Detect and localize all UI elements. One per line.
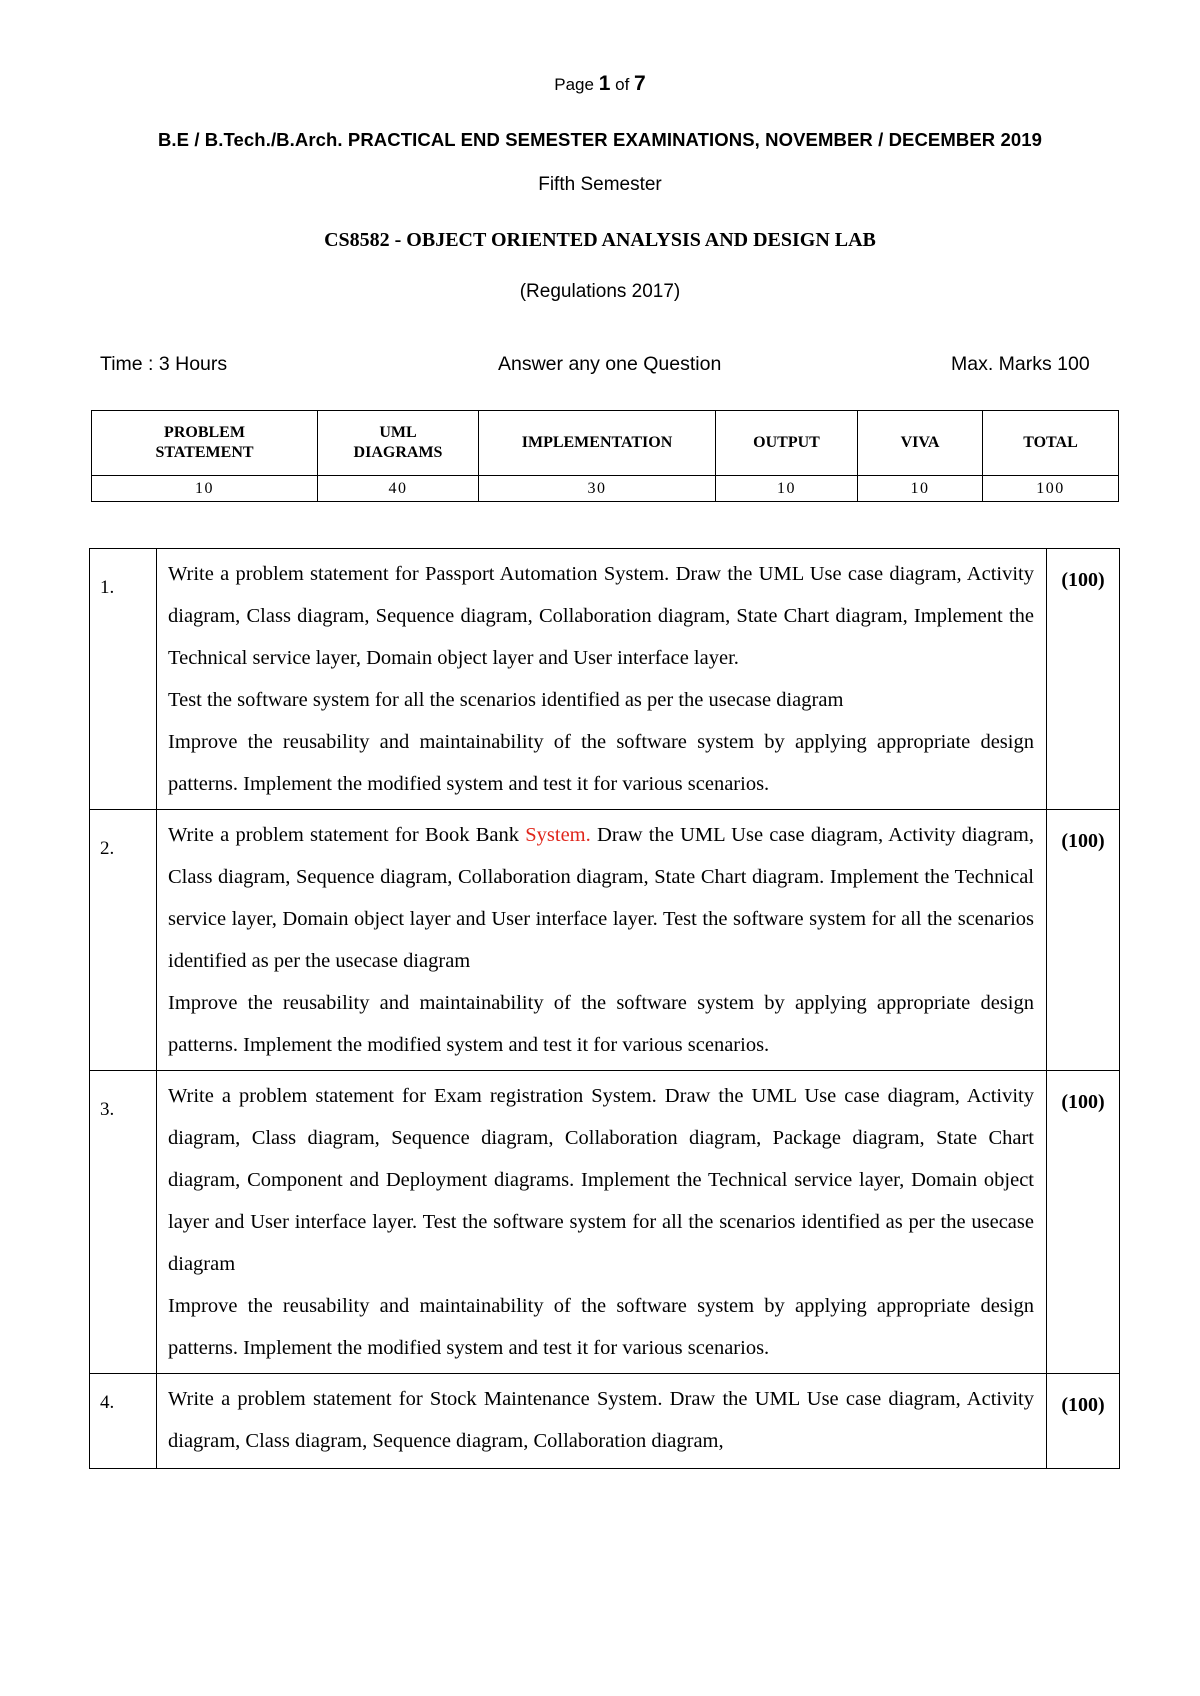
semester: Fifth Semester	[538, 174, 662, 195]
question-row	[90, 1071, 1120, 1374]
question-statement: Write a problem statement for Exam registration System. Draw the UML Use case diagram, Activity diagram, Class diagram, Sequence diagram, Collaboration diagram, Package diagram, State Chart diagram, Component and Deployment diagrams. Implement the Technical service layer, Domain object layer and User interface layer. Test the software system for all the scenarios identified as per the usecase diagram	[168, 1085, 1034, 1275]
question-number: 2.	[90, 810, 157, 1071]
value-problem-statement: 10	[92, 476, 318, 502]
question-row	[90, 549, 1120, 810]
page-current: 1	[598, 72, 611, 95]
page-label: Page	[554, 75, 594, 94]
marks-header-row	[92, 411, 1119, 476]
marks-distribution-table	[91, 410, 1119, 502]
col-output: OUTPUT	[716, 411, 858, 476]
question-marks: (100)	[1047, 1071, 1120, 1374]
course-title: CS8582 - OBJECT ORIENTED ANALYSIS AND DESIGN LAB	[324, 229, 876, 251]
marks-value-row	[92, 476, 1119, 502]
question-improve: Improve the reusability and maintainability of the software system by applying appropriate design patterns. Implement the modified system and test it for various scenarios.	[168, 731, 1034, 795]
value-total: 100	[983, 476, 1119, 502]
question-row	[90, 810, 1120, 1071]
question-text	[157, 810, 1047, 1071]
question-marks: (100)	[1047, 549, 1120, 810]
question-number: 1.	[90, 549, 157, 810]
col-uml-diagrams: UML DIAGRAMS	[318, 411, 479, 476]
value-implementation: 30	[479, 476, 716, 502]
page-number	[0, 72, 1200, 96]
question-statement-end: Draw the UML Use case diagram, Activity diagram, Class diagram, Sequence diagram, Collaboration diagram, State Chart diagram. Implement the Technical service layer, Domain object layer and User interface layer. Test the software system for all the scenarios identified as per the usecase diagram	[168, 824, 1034, 972]
question-improve: Improve the reusability and maintainability of the software system by applying appropriate design patterns. Implement the modified system and test it for various scenarios.	[168, 992, 1034, 1056]
question-number: 3.	[90, 1071, 157, 1374]
question-marks: (100)	[1047, 1374, 1120, 1469]
col-problem-statement: PROBLEM STATEMENT	[92, 411, 318, 476]
exam-instruction: Answer any one Question	[498, 353, 722, 375]
question-marks: (100)	[1047, 810, 1120, 1071]
question-text	[157, 1071, 1047, 1374]
question-number: 4.	[90, 1374, 157, 1469]
question-test: Test the software system for all the scenarios identified as per the usecase diagram	[168, 689, 844, 711]
col-total: TOTAL	[983, 411, 1119, 476]
question-statement: Write a problem statement for Stock Maintenance System. Draw the UML Use case diagram, Activity diagram, Class diagram, Sequence diagram, Collaboration diagram,	[168, 1388, 1034, 1452]
questions-table	[89, 548, 1120, 1469]
question-statement: Write a problem statement for Passport Automation System. Draw the UML Use case diagram, Activity diagram, Class diagram, Sequence diagram, Collaboration diagram, State Chart diagram, Implement the Technical service layer, Domain object layer and User interface layer.	[168, 563, 1034, 669]
exam-title: B.E / B.Tech./B.Arch. PRACTICAL END SEMESTER EXAMINATIONS, NOVEMBER / DECEMBER 2019	[157, 129, 1043, 150]
col-viva: VIVA	[858, 411, 983, 476]
regulations: (Regulations 2017)	[519, 281, 681, 302]
question-improve: Improve the reusability and maintainability of the software system by applying appropriate design patterns. Implement the modified system and test it for various scenarios.	[168, 1295, 1034, 1359]
value-uml-diagrams: 40	[318, 476, 479, 502]
value-viva: 10	[858, 476, 983, 502]
exam-duration: Time : 3 Hours	[100, 353, 228, 375]
max-marks: Max. Marks 100	[951, 353, 1090, 375]
question-text	[157, 549, 1047, 810]
page-total: 7	[634, 72, 646, 95]
question-text	[157, 1374, 1047, 1469]
highlighted-word: System.	[525, 824, 591, 846]
col-implementation: IMPLEMENTATION	[479, 411, 716, 476]
value-output: 10	[716, 476, 858, 502]
question-statement	[168, 814, 1034, 982]
question-row	[90, 1374, 1120, 1469]
question-statement-start: Write a problem statement for Book Bank	[168, 824, 526, 846]
page-of: of	[615, 75, 630, 94]
